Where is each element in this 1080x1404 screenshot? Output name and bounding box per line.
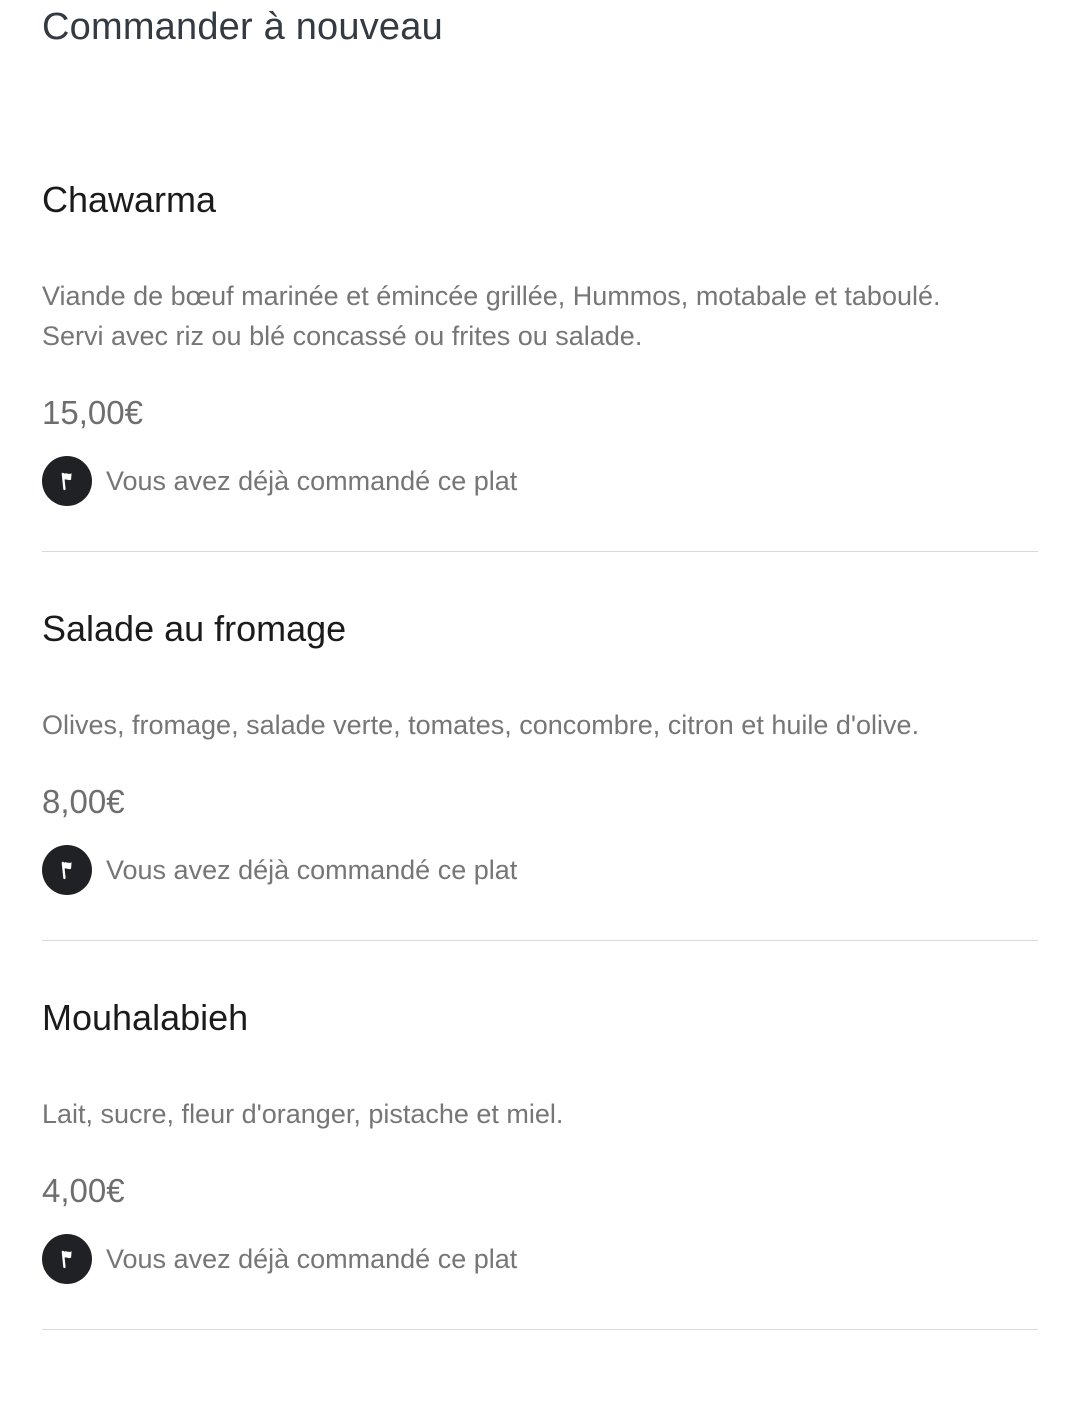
reordered-label: Vous avez déjà commandé ce plat (106, 855, 518, 885)
reorder-section (0, 4, 1080, 1330)
item-title[interactable]: Chawarma (42, 179, 217, 220)
item-description: Viande de bœuf marinée et émincée grillée, Hummos, motabale et taboulé. Servi avec riz ou blé concassé ou frites ou salade. (42, 281, 941, 351)
item-title[interactable]: Mouhalabieh (42, 997, 249, 1038)
menu-item-salade-au-fromage[interactable] (42, 607, 1038, 941)
divider (42, 551, 1038, 552)
item-description: Lait, sucre, fleur d'oranger, pistache et miel. (42, 1099, 564, 1129)
section-title: Commander à nouveau (42, 6, 443, 48)
divider (42, 940, 1038, 941)
flag-icon (42, 1234, 92, 1284)
reordered-badge (42, 844, 1038, 896)
flag-icon (42, 456, 92, 506)
item-price: 8,00€ (42, 783, 125, 820)
item-title[interactable]: Salade au fromage (42, 608, 347, 649)
item-price: 4,00€ (42, 1172, 125, 1209)
menu-item-mouhalabieh[interactable] (42, 996, 1038, 1330)
item-description: Olives, fromage, salade verte, tomates, concombre, citron et huile d'olive. (42, 710, 920, 740)
flag-icon (42, 845, 92, 895)
divider (42, 1329, 1038, 1330)
item-price: 15,00€ (42, 394, 143, 431)
menu-item-chawarma[interactable] (42, 178, 1038, 552)
reordered-label: Vous avez déjà commandé ce plat (106, 1244, 518, 1274)
menu-item-list (42, 178, 1038, 1330)
reordered-badge (42, 1233, 1038, 1285)
reordered-label: Vous avez déjà commandé ce plat (106, 466, 518, 496)
reordered-badge (42, 455, 1038, 507)
